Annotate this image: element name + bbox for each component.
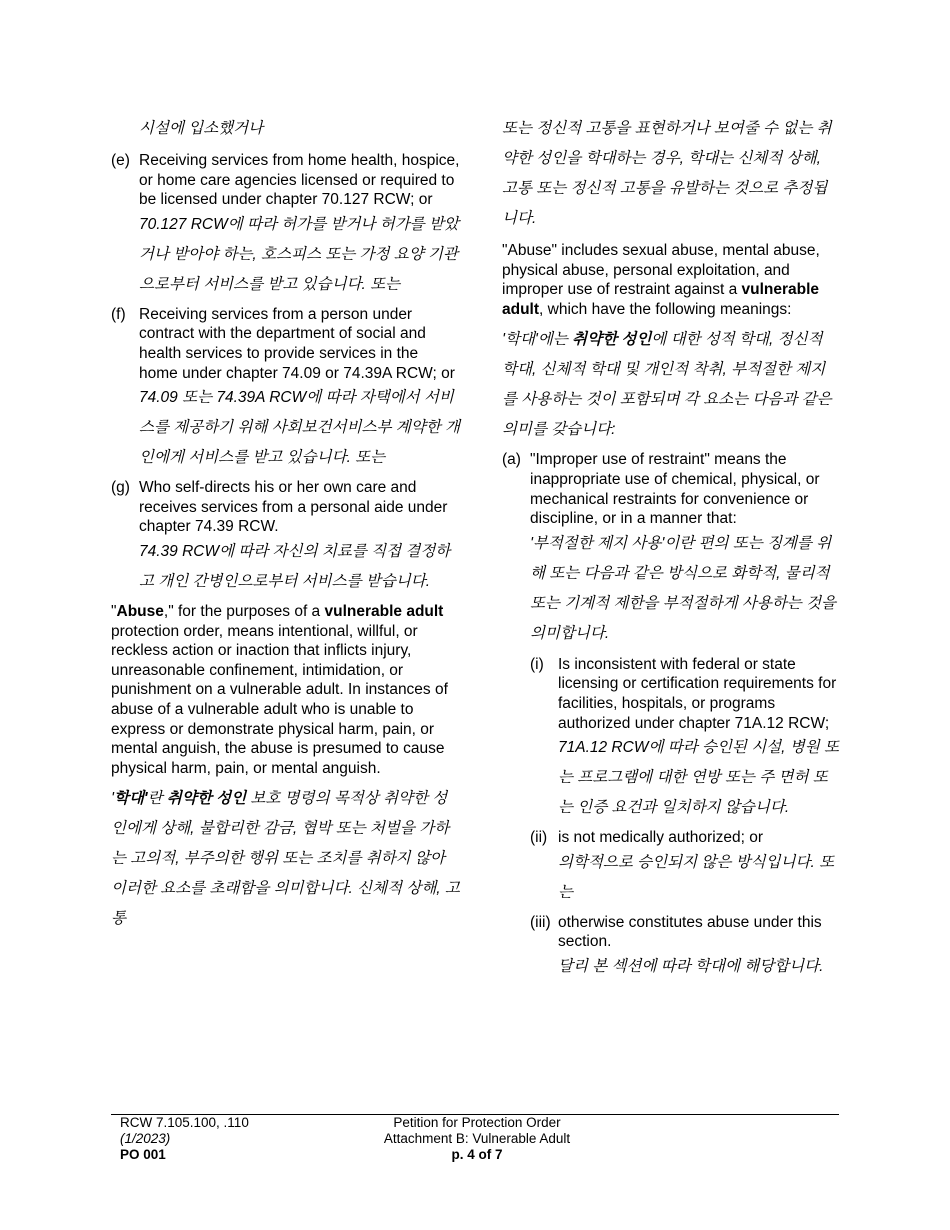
item-a-english: "Improper use of restraint" means the inappropriate use of chemical, physical, or mechanical restraints for convenience or discipline, or in a manner that:	[530, 451, 820, 528]
item-ii-korean: 의학적으로 승인되지 않은 방식입니다. 또는	[558, 853, 835, 901]
footer-rcw: RCW 7.105.100, .110	[120, 1115, 249, 1130]
item-a-korean: '부적절한 제지 사용'이란 편의 또는 징계를 위해 또는 다음과 같은 방식으로 화학적, 물리적 또는 기계적 제한을 부적절하게 사용하는 것을 의미합니다.	[530, 534, 837, 642]
footer-left	[120, 1115, 249, 1163]
item-i-english: Is inconsistent with federal or state licensing or certification requirements for facilities, hospitals, or programs authorized under chapter 71A.12 RCW;	[558, 655, 837, 732]
continued-korean-text: 시설에 입소했거나	[139, 120, 264, 137]
sub-item-i	[530, 655, 840, 823]
vulnerable-adult-term: vulnerable adult	[324, 602, 444, 620]
item-label: (e)	[111, 152, 130, 169]
item-g-korean: 74.39 RCW에 따라 자신의 치료를 직접 결정하고 개인 간병인으로부터 서비스를 받습니다.	[139, 542, 451, 590]
footer-title: Petition for Protection Order	[393, 1115, 561, 1130]
item-iii-korean: 달리 본 섹션에 따라 학대에 해당합니다.	[558, 957, 824, 975]
list-item-g	[111, 478, 461, 597]
page-footer	[111, 1114, 839, 1162]
list-item-a	[502, 450, 840, 987]
item-f-korean: 74.09 또는 74.39A RCW에 따라 자택에서 서비스를 제공하기 위해 사회보건서비스부 계약한 개인에게 서비스를 받고 있습니다. 또는	[139, 389, 460, 467]
item-g-english: Who self-directs his or her own care and receives services from a personal aide under chapter 74.39 RCW.	[139, 479, 448, 536]
abuse-term: Abuse	[116, 602, 164, 620]
right-column	[502, 114, 840, 992]
item-label: (i)	[530, 655, 544, 673]
item-label: (a)	[502, 451, 521, 469]
item-label: (g)	[111, 479, 130, 497]
item-f-english: Receiving services from a person under contract with the department of social and health services to provide services in the home under chapter 74.09 or 74.39A RCW; or	[139, 305, 455, 382]
item-label: (iii)	[530, 913, 551, 931]
abuse-term-korean: 학대'	[113, 790, 148, 808]
item-label: (f)	[111, 305, 126, 323]
list-item-f	[111, 305, 461, 473]
abuse-definition-korean: '학대'란 취약한 성인 보호 명령의 목적상 취약한 성인에게 상해, 불합리한 감금, 협박 또는 처벌을 가하는 고의적, 부주의한 행위 또는 조치를 취하지 않아 이러한 요소를 초래함을 의미합니다. 신체적 상해, 고통	[111, 790, 460, 928]
footer-form-number: PO 001	[120, 1147, 166, 1162]
left-column	[111, 114, 461, 934]
item-e-english: Receiving services from home health, hospice, or home care agencies licensed or required to be licensed under chapter 70.127 RCW; or	[139, 152, 460, 209]
continued-korean-text: 또는 정신적 고통을 표현하거나 보여줄 수 없는 취약한 성인을 학대하는 경우, 학대는 신체적 상해, 고통 또는 정신적 고통을 유발하는 것으로 추정됩니다.	[502, 120, 832, 227]
abuse-includes: "Abuse" includes sexual abuse, mental abuse, physical abuse, personal exploitation, and improper use of restraint against a vulnerable adult, which have the following meanings:	[502, 242, 820, 318]
footer-center	[339, 1115, 615, 1163]
item-e-korean: 70.127 RCW에 따라 허가를 받거나 허가를 받았거나 받아야 하는, 호스피스 또는 가정 요양 기관으로부터 서비스를 받고 있습니다. 또는	[139, 215, 459, 293]
footer-page-number: p. 4 of 7	[451, 1147, 503, 1162]
footer-subtitle: Attachment B: Vulnerable Adult	[383, 1131, 571, 1146]
item-iii-english: otherwise constitutes abuse under this section.	[558, 913, 822, 951]
vulnerable-adult-term-korean: 취약한 성인	[166, 790, 247, 808]
item-i-korean: 71A.12 RCW에 따라 승인된 시설, 병원 또는 프로그램에 대한 연방 또는 주 면허 또는 인증 요건과 일치하지 않습니다.	[558, 739, 839, 817]
item-ii-english: is not medically authorized; or	[558, 829, 764, 847]
vulnerable-adult-term: vulnerable adult	[502, 281, 820, 318]
sub-item-iii	[530, 913, 840, 982]
item-label: (ii)	[530, 829, 548, 847]
footer-date: (1/2023)	[120, 1131, 171, 1146]
vulnerable-adult-term-korean: 취약한 성인	[572, 331, 652, 349]
abuse-includes-korean: '학대'에는 취약한 성인에 대한 성적 학대, 정신적 학대, 신체적 학대 및 개인적 착취, 부적절한 제지를 사용하는 것이 포함되며 각 요소는 다음과 같은 의미를 갖습니다:	[502, 331, 832, 439]
list-item-e	[111, 151, 461, 300]
sub-item-ii	[530, 828, 840, 908]
abuse-definition: "Abuse," for the purposes of a vulnerable adult protection order, means intentional, willful, or reckless action or inaction that inflicts injury, unreasonable confinement, intimidation, or punishment on a vulnerable adult. In instances of abuse of a vulnerable adult who is unable to express or demonstrate physical harm, pain, or mental anguish, the abuse is presumed to cause physical harm, pain, or mental anguish.	[111, 602, 448, 777]
